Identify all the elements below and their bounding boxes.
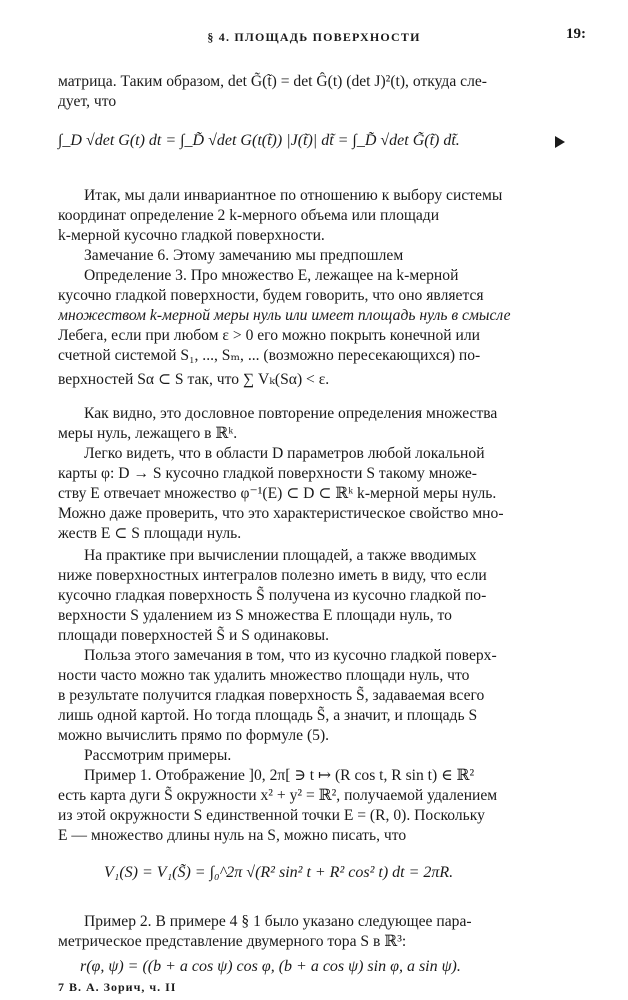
text-line: из этой окружности S единственной точки E = (R, 0). Поскольку xyxy=(58,807,485,824)
formula-2: V₁(S) = V₁(S̃) = ∫₀^2π √(R² sin² t + R² cos² t) dt = 2πR. xyxy=(104,864,454,881)
text-line: ности часто можно так удалить множество площади нуль, что xyxy=(58,667,470,684)
text-line: метрическое представление двумерного тора S в ℝ³: xyxy=(58,933,407,950)
text-line: матрица. Таким образом, det G̃(t̃) = det Ĝ(t) (det J)²(t), откуда сле- xyxy=(58,73,488,90)
text-line: жеств E ⊂ S площади нуль. xyxy=(58,525,242,542)
text-line: Итак, мы дали инвариантное по отношению к выбору системы xyxy=(84,187,503,204)
text-line: верхностей Sα ⊂ S так, что ∑ Vₖ(Sα) < ε. xyxy=(58,371,330,388)
text-line: счетной системой S₁, ..., Sₘ, ... (возможно пересекающихся) по- xyxy=(58,347,481,364)
text-line: ниже поверхностных интегралов полезно иметь в виду, что если xyxy=(58,567,487,584)
example-heading: Пример 1. Отображение ]0, 2π[ ∋ t ↦ (R cos t, R sin t) ∈ ℝ² xyxy=(84,767,475,784)
text-line: координат определение 2 k-мерного объема или площади xyxy=(58,207,440,224)
formula-3: r(φ, ψ) = ((b + a cos ψ) cos φ, (b + a cos ψ) sin φ, a sin ψ). xyxy=(80,958,461,975)
text-line: ству E отвечает множество φ⁻¹(E) ⊂ D ⊂ ℝᵏ k-мерной меры нуль. xyxy=(58,485,497,502)
text-line: площади поверхностей S̃ и S одинаковы. xyxy=(58,627,329,644)
text-line: Лебега, если при любом ε > 0 его можно покрыть конечной или xyxy=(58,327,480,344)
signature-mark: 7 В. А. Зорич, ч. II xyxy=(58,980,177,994)
text-line: множеством k-мерной меры нуль или имеет площадь нуль в смысле xyxy=(58,307,511,324)
text-line: Легко видеть, что в области D параметров любой локальной xyxy=(84,445,485,462)
text-line: лишь одной картой. Но тогда площадь S̃, а значит, и площадь S xyxy=(58,707,478,724)
text-line: k-мерной кусочно гладкой поверхности. xyxy=(58,227,325,244)
text-line: меры нуль, лежащего в ℝᵏ. xyxy=(58,425,238,442)
text-line: верхности S удалением из S множества E площади нуль, то xyxy=(58,607,452,624)
text-line: кусочно гладкой поверхности, будем говорить, что оно является xyxy=(58,287,484,304)
text-line: Можно даже проверить, что это характеристическое свойство мно- xyxy=(58,505,504,522)
running-head: § 4. ПЛОЩАДЬ ПОВЕРХНОСТИ xyxy=(207,30,421,44)
text-line: E — множество длины нуль на S, можно писать, что xyxy=(58,827,407,844)
text-line: можно вычислить прямо по формуле (5). xyxy=(58,727,330,744)
definition-heading: Определение 3. Про множество E, лежащее на k-мерной xyxy=(84,267,459,284)
page-number: 19: xyxy=(566,26,586,42)
text-line: Как видно, это дословное повторение определения множества xyxy=(84,405,498,422)
text-line: карты φ: D → S кусочно гладкой поверхности S такому множе- xyxy=(58,465,477,482)
text-line: есть карта дуги S̃ окружности x² + y² = ℝ², получаемой удалением xyxy=(58,787,498,804)
end-of-proof-marker xyxy=(555,136,565,148)
text-line: На практике при вычислении площадей, а также вводимых xyxy=(84,547,477,564)
text-line: дует, что xyxy=(58,93,117,110)
remark-heading: Замечание 6. Этому замечанию мы предпошлем xyxy=(84,247,404,264)
example-heading: Пример 2. В примере 4 § 1 было указано следующее пара- xyxy=(84,913,472,930)
text-line: кусочно гладкая поверхность S̃ получена из кусочно гладкой по- xyxy=(58,587,487,604)
text-line: Польза этого замечания в том, что из кусочно гладкой поверх- xyxy=(84,647,497,664)
text-line: в результате получится гладкая поверхность S̃, задаваемая всего xyxy=(58,687,485,704)
text-line: Рассмотрим примеры. xyxy=(84,747,232,764)
formula-1: ∫_D √det G(t) dt = ∫_D̃ √det G(t(t̃)) |J(t̃)| dt̃ = ∫_D̃ √det G̃(t̃) dt̃. xyxy=(58,132,460,149)
